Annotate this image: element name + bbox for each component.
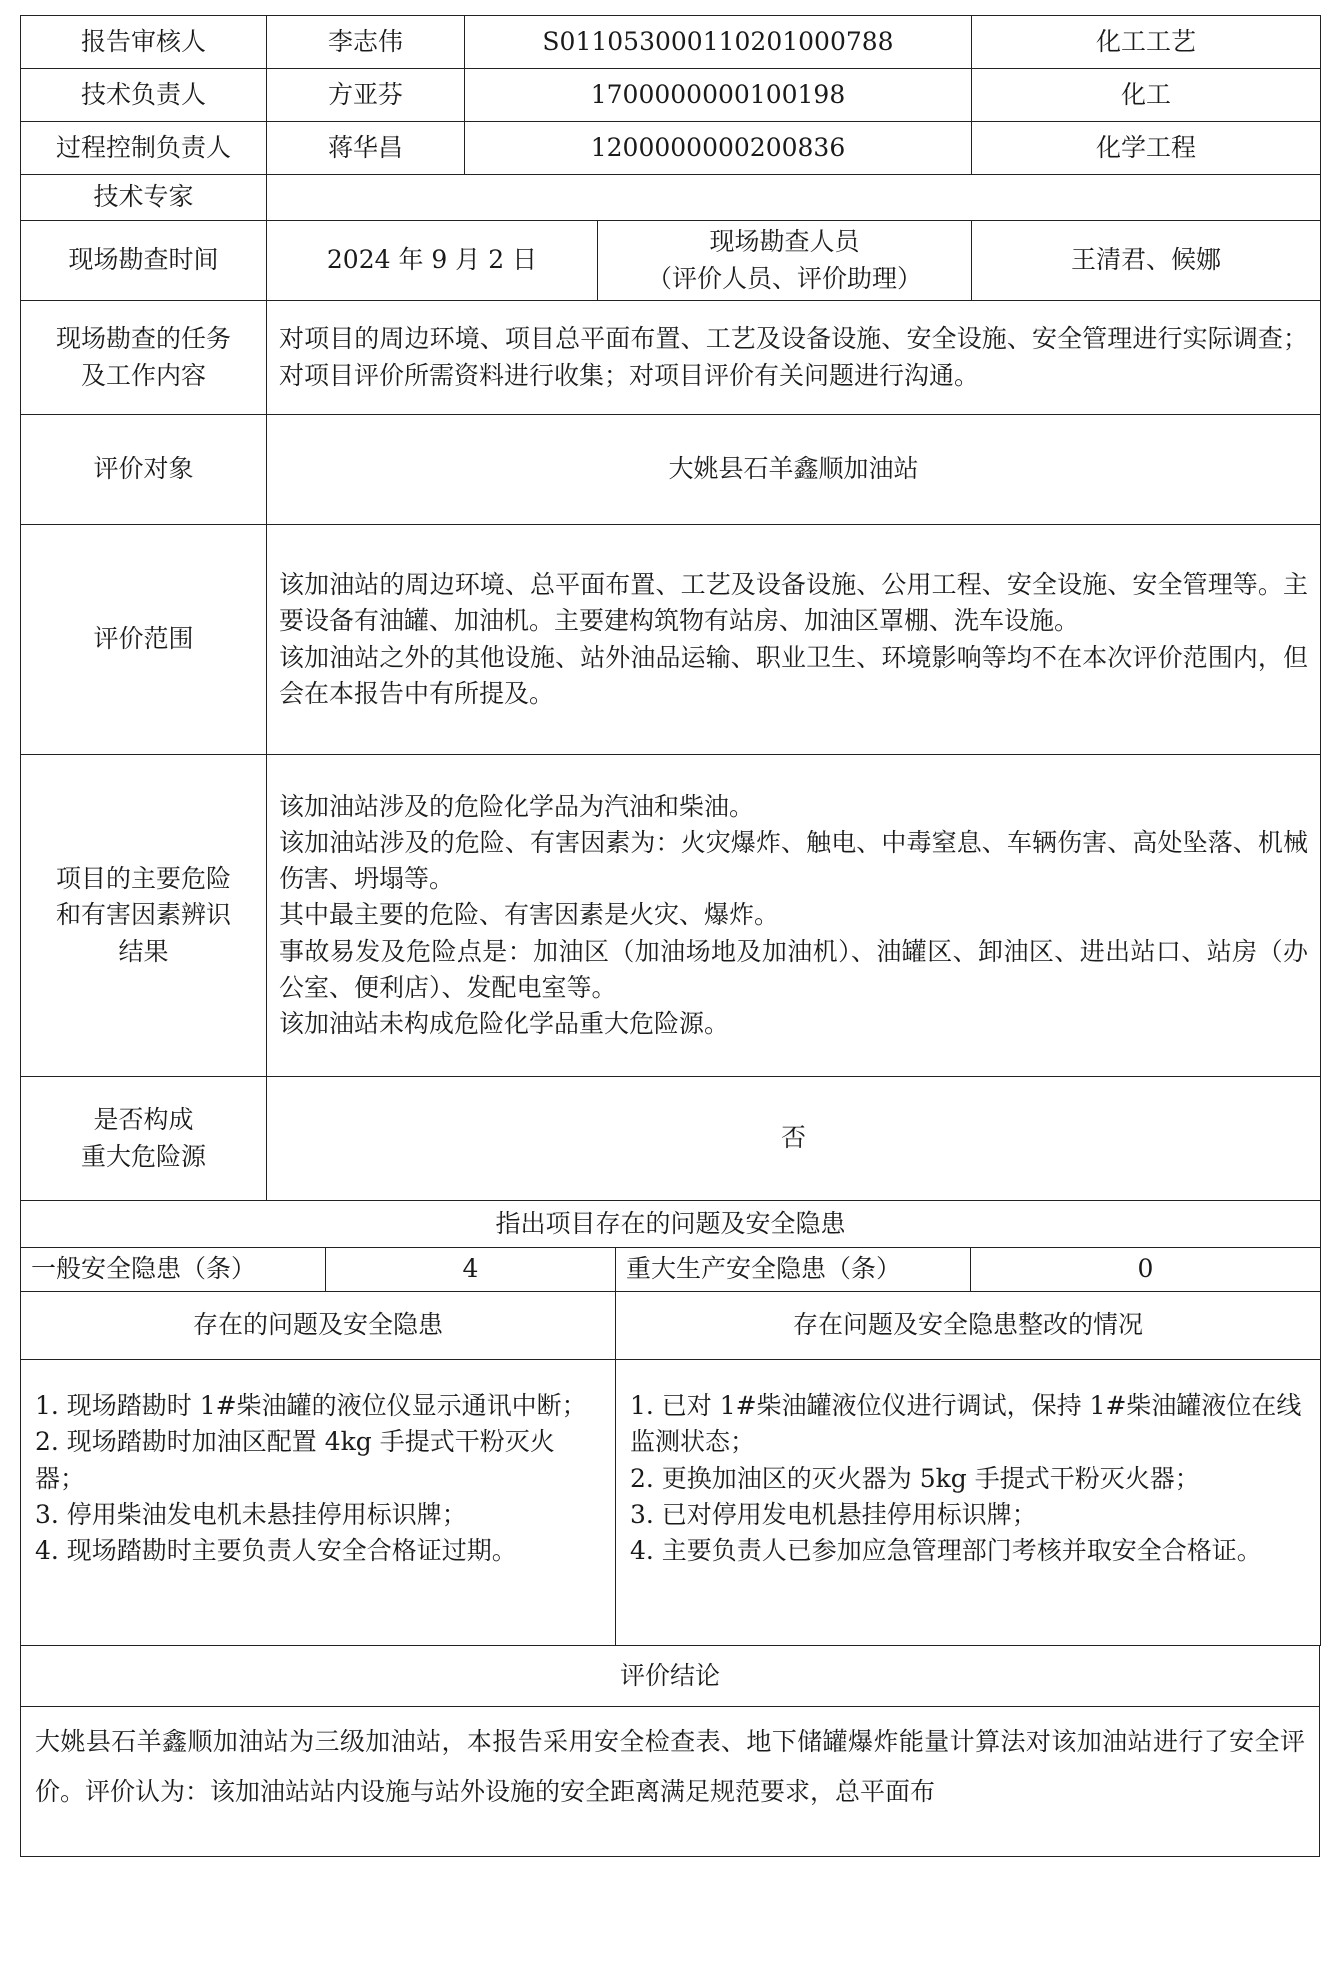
expert-value (267, 175, 1321, 221)
task-label-line: 及工作内容 (80, 360, 206, 390)
major-source-label-line: 是否构成 (93, 1105, 194, 1135)
problems-table (20, 1201, 1321, 1292)
hazard-paragraph: 其中最主要的危险、有害因素是火灾、爆炸。 (279, 900, 780, 930)
survey-people-label (598, 221, 972, 301)
info-table (20, 15, 1321, 1201)
survey-time-value: 2024 年 9 月 2 日 (267, 221, 598, 301)
hazard-paragraph: 该加油站未构成危险化学品重大危险源。 (279, 1009, 730, 1039)
problem-item: 3. 停用柴油发电机未悬挂停用标识牌； (35, 1499, 467, 1529)
scope-paragraph: 该加油站的周边环境、总平面布置、工艺及设备设施、公用工程、安全设施、安全管理等。主要设备有油罐、加油机。主要建构筑物有站房、加油区罩棚、洗车设施。 (279, 570, 1308, 636)
task-text: 对项目的周边环境、项目总平面布置、工艺及设备设施、安全设施、安全管理进行实际调查；对项目评价所需资料进行收集；对项目评价有关问题进行沟通。 (267, 301, 1321, 415)
survey-row (21, 221, 1321, 301)
task-row (21, 301, 1321, 415)
rectification-column-header: 存在问题及安全隐患整改的情况 (616, 1292, 1321, 1360)
staff-name: 李志伟 (267, 16, 465, 69)
expert-label: 技术专家 (21, 175, 267, 221)
scope-label: 评价范围 (21, 525, 267, 755)
hazard-label (21, 755, 267, 1077)
general-hazard-count: 4 (326, 1247, 616, 1291)
hazard-label-line: 和有害因素辨识 (55, 900, 231, 930)
object-label: 评价对象 (21, 415, 267, 525)
staff-row (21, 16, 1321, 69)
scope-row (21, 525, 1321, 755)
staff-cert: S011053000110201000788 (465, 16, 972, 69)
rectification-table (20, 1292, 1321, 1647)
conclusion-body-row (21, 1706, 1320, 1856)
rectification-item: 3. 已对停用发电机悬挂停用标识牌； (630, 1499, 1037, 1529)
hazard-label-line: 结果 (118, 936, 169, 966)
object-value: 大姚县石羊鑫顺加油站 (267, 415, 1321, 525)
survey-people-value: 王清君、候娜 (972, 221, 1321, 301)
problem-item: 1. 现场踏勘时 1#柴油罐的液位仪显示通讯中断； (35, 1391, 587, 1420)
task-label (21, 301, 267, 415)
rectification-header-row (21, 1292, 1321, 1360)
survey-people-label-line: 现场勘查人员 (709, 227, 860, 257)
hazard-paragraph: 事故易发及危险点是：加油区（加油场地及加油机）、油罐区、卸油区、进出站口、站房（办公室、便利店）、发配电室等。 (279, 936, 1308, 1002)
major-source-label (21, 1077, 267, 1201)
rectification-item: 1. 已对 1#柴油罐液位仪进行调试，保持 1#柴油罐液位在线监测状态； (630, 1391, 1302, 1457)
rectification-item: 4. 主要负责人已参加应急管理部门考核并取安全合格证。 (630, 1536, 1262, 1565)
hazard-paragraph: 该加油站涉及的危险、有害因素为：火灾爆炸、触电、中毒窒息、车辆伤害、高处坠落、机械伤害、坍塌等。 (279, 827, 1308, 894)
hazard-count-row (21, 1247, 1321, 1291)
staff-cert: 1200000000200836 (465, 122, 972, 175)
hazard-paragraph: 该加油站涉及的危险化学品为汽油和柴油。 (279, 791, 755, 821)
staff-name: 蒋华昌 (267, 122, 465, 175)
problems-title: 指出项目存在的问题及安全隐患 (21, 1201, 1321, 1247)
report-sheet (20, 15, 1320, 1857)
problem-item: 4. 现场踏勘时主要负责人安全合格证过期。 (35, 1536, 517, 1565)
staff-major: 化工工艺 (972, 16, 1321, 69)
hazard-text (267, 755, 1321, 1077)
major-source-label-line: 重大危险源 (80, 1141, 206, 1171)
object-row (21, 415, 1321, 525)
problems-title-row (21, 1201, 1321, 1247)
rectification-list (616, 1360, 1321, 1646)
staff-role: 过程控制负责人 (21, 122, 267, 175)
staff-row (21, 69, 1321, 122)
rectification-item: 2. 更换加油区的灭火器为 5kg 手提式干粉灭火器； (630, 1463, 1200, 1493)
problems-column-header: 存在的问题及安全隐患 (21, 1292, 616, 1360)
hazard-row (21, 755, 1321, 1077)
survey-people-label-line: （评价人员、评价助理） (646, 263, 922, 293)
scope-text (267, 525, 1321, 755)
general-hazard-label: 一般安全隐患（条） (21, 1247, 326, 1291)
staff-cert: 1700000000100198 (465, 69, 972, 122)
major-source-value: 否 (267, 1077, 1321, 1201)
staff-name: 方亚芬 (267, 69, 465, 122)
staff-role: 技术负责人 (21, 69, 267, 122)
hazard-label-line: 项目的主要危险 (55, 864, 231, 894)
problems-list (21, 1360, 616, 1646)
major-hazard-count: 0 (971, 1247, 1321, 1291)
scope-paragraph: 该加油站之外的其他设施、站外油品运输、职业卫生、环境影响等均不在本次评价范围内，但会在本报告中有所提及。 (279, 642, 1308, 708)
staff-row (21, 122, 1321, 175)
staff-major: 化学工程 (972, 122, 1321, 175)
major-source-row (21, 1077, 1321, 1201)
task-label-line: 现场勘查的任务 (55, 324, 231, 354)
conclusion-table (20, 1646, 1320, 1857)
staff-role: 报告审核人 (21, 16, 267, 69)
rectification-body-row (21, 1360, 1321, 1646)
expert-row (21, 175, 1321, 221)
staff-major: 化工 (972, 69, 1321, 122)
conclusion-title: 评价结论 (21, 1646, 1320, 1706)
conclusion-text: 大姚县石羊鑫顺加油站为三级加油站，本报告采用安全检查表、地下储罐爆炸能量计算法对该加油站进行了安全评价。评价认为：该加油站站内设施与站外设施的安全距离满足规范要求，总平面布 (21, 1706, 1320, 1856)
problem-item: 2. 现场踏勘时加油区配置 4kg 手提式干粉灭火器； (35, 1427, 555, 1493)
conclusion-title-row (21, 1646, 1320, 1706)
survey-time-label: 现场勘查时间 (21, 221, 267, 301)
major-hazard-label: 重大生产安全隐患（条） (616, 1247, 971, 1291)
